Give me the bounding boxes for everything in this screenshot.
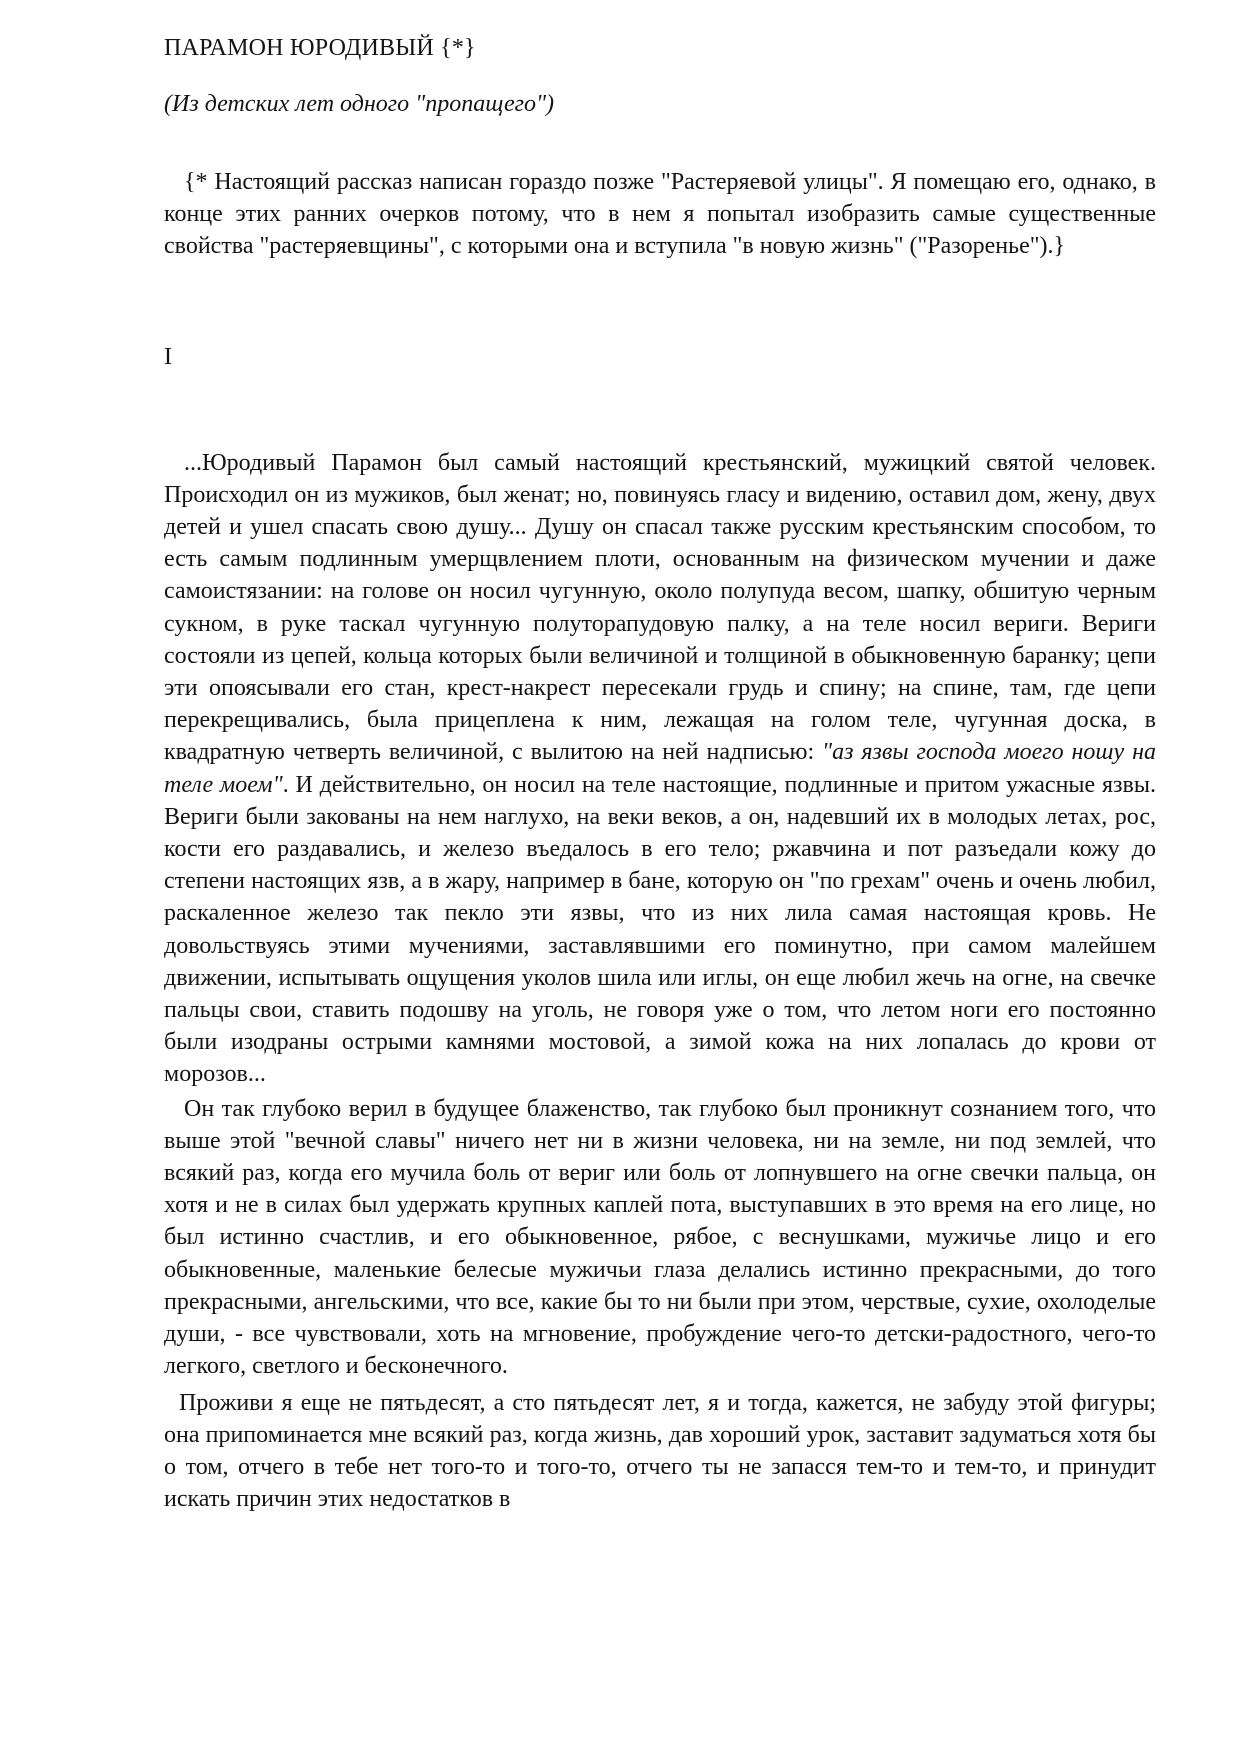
paragraph-1-text-a: ...Юродивый Парамон был самый настоящий крестьянский, мужицкий святой человек. Происходил он из мужиков, был женат; но, повинуясь гласу и видению, оставил дом, жену, двух детей и ушел спасать свою душу... Душу он спасал также русским крестьянским способом, то есть самым подлинным умерщвлением плоти, основанным на физическом мучении и даже самоистязании: на голове он носил чугунную, около полупуда весом, шапку, обшитую черным сукном, в руке таскал чугунную полуторапудовую палку, а на теле носил вериги. Вериги состояли из цепей, кольца которых были величиной и толщиной в обыкновенную баранку; цепи эти опоясывали его стан, крест-накрест пересекали грудь и спину; на спине, там, где цепи перекрещивались, была прицеплена к ним, лежащая на голом теле, чугунная доска, в квадратную четверть величиной, с вылитою на ней надписью:: [164, 449, 1156, 766]
document-page: [164, 28, 1156, 1515]
paragraph-3: Проживи я еще не пятьдесят, а сто пятьдесят лет, я и тогда, кажется, не забуду этой фигуры; она припоминается мне всякий раз, когда жизнь, дав хороший урок, заставит задуматься хотя бы о том, отчего в тебе нет того-то и того-то, отчего ты не запасся тем-то и тем-то, и принудит искать причин этих недостатков в: [164, 1389, 1156, 1513]
paragraph-1-text-b: . И действительно, он носил на теле настоящие, подлинные и притом ужасные язвы. Вериги были закованы на нем наглухо, на веки веков, а он, надевший их в молодых летах, рос, кости его раздавались, и железо въедалось в его тело; ржавчина и пот разъедали кожу до степени настоящих язв, а в жару, например в бане, которую он "по грехам" очень и очень любил, раскаленное железо так пекло эти язвы, что из них лила самая настоящая кровь. Не довольствуясь этими мучениями, заставлявшими его поминутно, при самом малейшем движении, испытывать ощущения уколов шила или иглы, он еще любил жечь на огне, на свечке пальцы свои, ставить подошву на уголь, не говоря уже о том, что летом ноги его постоянно были изодраны острыми камнями мостовой, а зимой кожа на них лопалась до крови от морозов...: [164, 771, 1156, 1088]
section-heading: I: [164, 343, 172, 370]
inscription-quote: "аз язвы господа моего ношу на теле моем": [164, 739, 1157, 798]
story-title: ПАРАМОН ЮРОДИВЫЙ {*}: [164, 35, 476, 61]
author-footnote: {* Настоящий рассказ написан гораздо позже "Растеряевой улицы". Я помещаю его, однако, в конце этих ранних очерков потому, что в нем я попытал изобразить самые существенные свойства "растеряевщины", с которыми она и вступила "в новую жизнь" ("Разоренье").}: [164, 169, 1156, 260]
paragraph-2: Он так глубоко верил в будущее блаженство, так глубоко был проникнут сознанием того, что выше этой "вечной славы" ничего нет ни в жизни человека, ни на земле, ни под землей, что всякий раз, когда его мучила боль от вериг или боль от лопнувшего на огне свечки пальца, он хотя и не в силах был удержать крупных каплей пота, выступавших в это время на его лице, но был истинно счастлив, и его обыкновенное, рябое, с веснушками, мужичье лицо и его обыкновенные, маленькие белесые мужичьи глаза делались истинно прекрасными, до того прекрасными, ангельскими, что все, какие бы то ни были при этом, черствые, сухие, охолоделые души, - все чувствовали, хоть на мгновение, пробуждение чего-то детски-радостного, чего-то легкого, светлого и бесконечного.: [164, 1095, 1156, 1380]
paragraph-1: [164, 447, 1156, 1091]
story-subtitle: (Из детских лет одного "пропащего"): [164, 91, 555, 117]
